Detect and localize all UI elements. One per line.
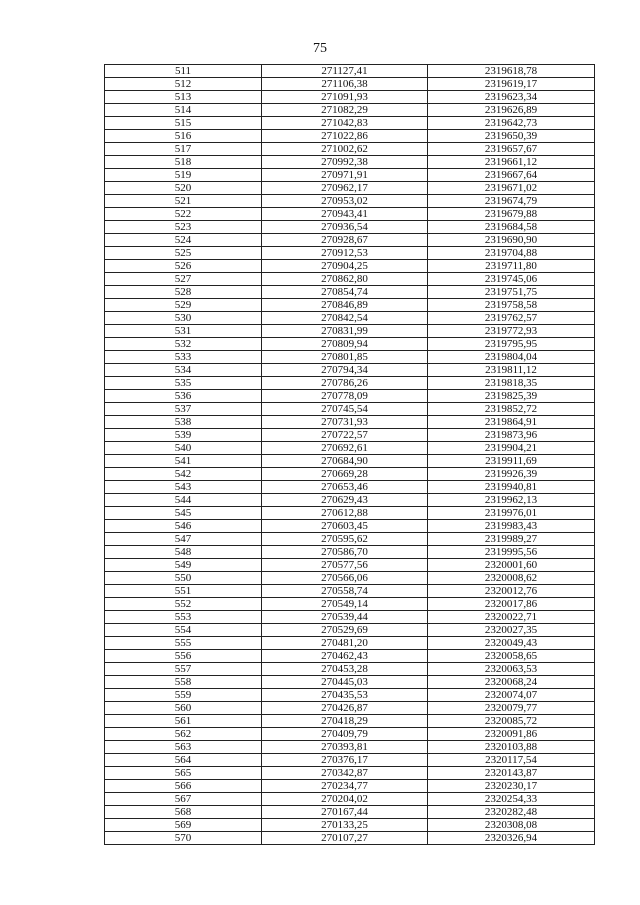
x-coordinate-cell: 270692,61 — [262, 442, 428, 455]
y-coordinate-cell: 2319904,21 — [428, 442, 595, 455]
table-row — [105, 338, 595, 351]
point-number-cell: 532 — [105, 338, 262, 351]
x-coordinate-cell: 270745,54 — [262, 403, 428, 416]
point-number-cell: 549 — [105, 559, 262, 572]
y-coordinate-cell: 2319650,39 — [428, 130, 595, 143]
x-coordinate-cell: 270854,74 — [262, 286, 428, 299]
y-coordinate-cell: 2319623,34 — [428, 91, 595, 104]
point-number-cell: 525 — [105, 247, 262, 260]
point-number-cell: 544 — [105, 494, 262, 507]
y-coordinate-cell: 2319873,96 — [428, 429, 595, 442]
point-number-cell: 546 — [105, 520, 262, 533]
table-row — [105, 143, 595, 156]
table-row — [105, 728, 595, 741]
point-number-cell: 539 — [105, 429, 262, 442]
point-number-cell: 541 — [105, 455, 262, 468]
y-coordinate-cell: 2320308,08 — [428, 819, 595, 832]
point-number-cell: 567 — [105, 793, 262, 806]
y-coordinate-cell: 2319864,91 — [428, 416, 595, 429]
y-coordinate-cell: 2319626,89 — [428, 104, 595, 117]
table-row — [105, 364, 595, 377]
x-coordinate-cell: 270786,26 — [262, 377, 428, 390]
x-coordinate-cell: 270936,54 — [262, 221, 428, 234]
y-coordinate-cell: 2320079,77 — [428, 702, 595, 715]
table-row — [105, 689, 595, 702]
table-row — [105, 611, 595, 624]
y-coordinate-cell: 2320001,60 — [428, 559, 595, 572]
y-coordinate-cell: 2320074,07 — [428, 689, 595, 702]
table-row — [105, 442, 595, 455]
table-row — [105, 234, 595, 247]
point-number-cell: 555 — [105, 637, 262, 650]
table-row — [105, 156, 595, 169]
point-number-cell: 538 — [105, 416, 262, 429]
y-coordinate-cell: 2319995,56 — [428, 546, 595, 559]
table-row — [105, 832, 595, 845]
y-coordinate-cell: 2319852,72 — [428, 403, 595, 416]
y-coordinate-cell: 2319811,12 — [428, 364, 595, 377]
x-coordinate-cell: 270426,87 — [262, 702, 428, 715]
table-row — [105, 169, 595, 182]
x-coordinate-cell: 270462,43 — [262, 650, 428, 663]
page-number: 75 — [313, 41, 327, 56]
y-coordinate-cell: 2319657,67 — [428, 143, 595, 156]
point-number-cell: 517 — [105, 143, 262, 156]
point-number-cell: 531 — [105, 325, 262, 338]
point-number-cell: 534 — [105, 364, 262, 377]
table-row — [105, 182, 595, 195]
point-number-cell: 513 — [105, 91, 262, 104]
table-row — [105, 221, 595, 234]
table-row — [105, 559, 595, 572]
y-coordinate-cell: 2319762,57 — [428, 312, 595, 325]
point-number-cell: 550 — [105, 572, 262, 585]
table-row — [105, 429, 595, 442]
point-number-cell: 543 — [105, 481, 262, 494]
x-coordinate-cell: 270801,85 — [262, 351, 428, 364]
y-coordinate-cell: 2319618,78 — [428, 65, 595, 78]
y-coordinate-cell: 2319642,73 — [428, 117, 595, 130]
point-number-cell: 514 — [105, 104, 262, 117]
x-coordinate-cell: 270539,44 — [262, 611, 428, 624]
x-coordinate-cell: 270928,67 — [262, 234, 428, 247]
point-number-cell: 545 — [105, 507, 262, 520]
table-row — [105, 650, 595, 663]
x-coordinate-cell: 270831,99 — [262, 325, 428, 338]
table-row — [105, 377, 595, 390]
x-coordinate-cell: 270912,53 — [262, 247, 428, 260]
x-coordinate-cell: 270418,29 — [262, 715, 428, 728]
y-coordinate-cell: 2320027,35 — [428, 624, 595, 637]
x-coordinate-cell: 270962,17 — [262, 182, 428, 195]
y-coordinate-cell: 2320058,65 — [428, 650, 595, 663]
x-coordinate-cell: 270393,81 — [262, 741, 428, 754]
point-number-cell: 529 — [105, 299, 262, 312]
table-row — [105, 416, 595, 429]
x-coordinate-cell: 270549,14 — [262, 598, 428, 611]
x-coordinate-cell: 270669,28 — [262, 468, 428, 481]
point-number-cell: 530 — [105, 312, 262, 325]
point-number-cell: 548 — [105, 546, 262, 559]
point-number-cell: 558 — [105, 676, 262, 689]
y-coordinate-cell: 2319983,43 — [428, 520, 595, 533]
point-number-cell: 536 — [105, 390, 262, 403]
x-coordinate-cell: 270167,44 — [262, 806, 428, 819]
point-number-cell: 554 — [105, 624, 262, 637]
table-row — [105, 130, 595, 143]
x-coordinate-cell: 270612,88 — [262, 507, 428, 520]
y-coordinate-cell: 2319745,06 — [428, 273, 595, 286]
y-coordinate-cell: 2320282,48 — [428, 806, 595, 819]
point-number-cell: 553 — [105, 611, 262, 624]
table-row — [105, 312, 595, 325]
table-row — [105, 325, 595, 338]
y-coordinate-cell: 2319976,01 — [428, 507, 595, 520]
y-coordinate-cell: 2320230,17 — [428, 780, 595, 793]
y-coordinate-cell: 2320008,62 — [428, 572, 595, 585]
table-row — [105, 91, 595, 104]
point-number-cell: 533 — [105, 351, 262, 364]
y-coordinate-cell: 2319818,35 — [428, 377, 595, 390]
point-number-cell: 520 — [105, 182, 262, 195]
table-row — [105, 494, 595, 507]
y-coordinate-cell: 2320085,72 — [428, 715, 595, 728]
x-coordinate-cell: 271106,38 — [262, 78, 428, 91]
point-number-cell: 551 — [105, 585, 262, 598]
coordinates-table-body — [105, 65, 595, 845]
point-number-cell: 522 — [105, 208, 262, 221]
point-number-cell: 557 — [105, 663, 262, 676]
point-number-cell: 535 — [105, 377, 262, 390]
table-row — [105, 65, 595, 78]
y-coordinate-cell: 2319989,27 — [428, 533, 595, 546]
point-number-cell: 556 — [105, 650, 262, 663]
x-coordinate-cell: 270971,91 — [262, 169, 428, 182]
x-coordinate-cell: 270409,79 — [262, 728, 428, 741]
x-coordinate-cell: 270453,28 — [262, 663, 428, 676]
table-row — [105, 780, 595, 793]
point-number-cell: 561 — [105, 715, 262, 728]
x-coordinate-cell: 270529,69 — [262, 624, 428, 637]
y-coordinate-cell: 2319671,02 — [428, 182, 595, 195]
table-row — [105, 546, 595, 559]
table-row — [105, 403, 595, 416]
point-number-cell: 565 — [105, 767, 262, 780]
table-row — [105, 247, 595, 260]
point-number-cell: 523 — [105, 221, 262, 234]
table-row — [105, 507, 595, 520]
y-coordinate-cell: 2320068,24 — [428, 676, 595, 689]
x-coordinate-cell: 271022,86 — [262, 130, 428, 143]
x-coordinate-cell: 270595,62 — [262, 533, 428, 546]
table-row — [105, 78, 595, 91]
y-coordinate-cell: 2319711,80 — [428, 260, 595, 273]
point-number-cell: 519 — [105, 169, 262, 182]
y-coordinate-cell: 2319751,75 — [428, 286, 595, 299]
point-number-cell: 518 — [105, 156, 262, 169]
y-coordinate-cell: 2320143,87 — [428, 767, 595, 780]
x-coordinate-cell: 271042,83 — [262, 117, 428, 130]
x-coordinate-cell: 270586,70 — [262, 546, 428, 559]
y-coordinate-cell: 2319804,04 — [428, 351, 595, 364]
table-row — [105, 676, 595, 689]
x-coordinate-cell: 270953,02 — [262, 195, 428, 208]
point-number-cell: 547 — [105, 533, 262, 546]
table-row — [105, 195, 595, 208]
y-coordinate-cell: 2320254,33 — [428, 793, 595, 806]
point-number-cell: 516 — [105, 130, 262, 143]
y-coordinate-cell: 2319962,13 — [428, 494, 595, 507]
table-row — [105, 637, 595, 650]
x-coordinate-cell: 271091,93 — [262, 91, 428, 104]
point-number-cell: 524 — [105, 234, 262, 247]
x-coordinate-cell: 270107,27 — [262, 832, 428, 845]
table-row — [105, 741, 595, 754]
x-coordinate-cell: 270435,53 — [262, 689, 428, 702]
table-row — [105, 390, 595, 403]
x-coordinate-cell: 270794,34 — [262, 364, 428, 377]
table-row — [105, 767, 595, 780]
table-row — [105, 260, 595, 273]
table-row — [105, 481, 595, 494]
table-row — [105, 663, 595, 676]
y-coordinate-cell: 2319772,93 — [428, 325, 595, 338]
point-number-cell: 568 — [105, 806, 262, 819]
table-row — [105, 117, 595, 130]
x-coordinate-cell: 270722,57 — [262, 429, 428, 442]
x-coordinate-cell: 270481,20 — [262, 637, 428, 650]
y-coordinate-cell: 2320012,76 — [428, 585, 595, 598]
x-coordinate-cell: 270558,74 — [262, 585, 428, 598]
x-coordinate-cell: 270842,54 — [262, 312, 428, 325]
y-coordinate-cell: 2319619,17 — [428, 78, 595, 91]
point-number-cell: 564 — [105, 754, 262, 767]
y-coordinate-cell: 2319704,88 — [428, 247, 595, 260]
x-coordinate-cell: 270629,43 — [262, 494, 428, 507]
point-number-cell: 559 — [105, 689, 262, 702]
y-coordinate-cell: 2319690,90 — [428, 234, 595, 247]
y-coordinate-cell: 2319758,58 — [428, 299, 595, 312]
table-row — [105, 819, 595, 832]
y-coordinate-cell: 2320091,86 — [428, 728, 595, 741]
x-coordinate-cell: 270376,17 — [262, 754, 428, 767]
y-coordinate-cell: 2319674,79 — [428, 195, 595, 208]
table-row — [105, 806, 595, 819]
y-coordinate-cell: 2319684,58 — [428, 221, 595, 234]
table-row — [105, 598, 595, 611]
y-coordinate-cell: 2319940,81 — [428, 481, 595, 494]
y-coordinate-cell: 2319679,88 — [428, 208, 595, 221]
x-coordinate-cell: 270234,77 — [262, 780, 428, 793]
x-coordinate-cell: 270684,90 — [262, 455, 428, 468]
x-coordinate-cell: 270603,45 — [262, 520, 428, 533]
x-coordinate-cell: 270904,25 — [262, 260, 428, 273]
point-number-cell: 569 — [105, 819, 262, 832]
table-row — [105, 533, 595, 546]
y-coordinate-cell: 2319911,69 — [428, 455, 595, 468]
table-row — [105, 715, 595, 728]
y-coordinate-cell: 2319926,39 — [428, 468, 595, 481]
point-number-cell: 552 — [105, 598, 262, 611]
y-coordinate-cell: 2320049,43 — [428, 637, 595, 650]
x-coordinate-cell: 270566,06 — [262, 572, 428, 585]
coordinates-table — [104, 64, 595, 845]
y-coordinate-cell: 2320103,88 — [428, 741, 595, 754]
x-coordinate-cell: 270445,03 — [262, 676, 428, 689]
x-coordinate-cell: 270133,25 — [262, 819, 428, 832]
table-row — [105, 468, 595, 481]
table-row — [105, 572, 595, 585]
table-row — [105, 286, 595, 299]
x-coordinate-cell: 271082,29 — [262, 104, 428, 117]
point-number-cell: 542 — [105, 468, 262, 481]
table-row — [105, 702, 595, 715]
x-coordinate-cell: 270204,02 — [262, 793, 428, 806]
x-coordinate-cell: 271002,62 — [262, 143, 428, 156]
y-coordinate-cell: 2320017,86 — [428, 598, 595, 611]
y-coordinate-cell: 2320063,53 — [428, 663, 595, 676]
point-number-cell: 526 — [105, 260, 262, 273]
point-number-cell: 560 — [105, 702, 262, 715]
point-number-cell: 521 — [105, 195, 262, 208]
x-coordinate-cell: 270342,87 — [262, 767, 428, 780]
point-number-cell: 540 — [105, 442, 262, 455]
point-number-cell: 566 — [105, 780, 262, 793]
point-number-cell: 512 — [105, 78, 262, 91]
x-coordinate-cell: 270809,94 — [262, 338, 428, 351]
x-coordinate-cell: 270862,80 — [262, 273, 428, 286]
table-row — [105, 455, 595, 468]
point-number-cell: 527 — [105, 273, 262, 286]
table-row — [105, 520, 595, 533]
x-coordinate-cell: 270846,89 — [262, 299, 428, 312]
point-number-cell: 528 — [105, 286, 262, 299]
y-coordinate-cell: 2320326,94 — [428, 832, 595, 845]
x-coordinate-cell: 270731,93 — [262, 416, 428, 429]
x-coordinate-cell: 270778,09 — [262, 390, 428, 403]
y-coordinate-cell: 2319825,39 — [428, 390, 595, 403]
point-number-cell: 563 — [105, 741, 262, 754]
y-coordinate-cell: 2319795,95 — [428, 338, 595, 351]
table-row — [105, 351, 595, 364]
point-number-cell: 570 — [105, 832, 262, 845]
table-row — [105, 793, 595, 806]
table-row — [105, 208, 595, 221]
table-row — [105, 624, 595, 637]
y-coordinate-cell: 2319661,12 — [428, 156, 595, 169]
point-number-cell: 537 — [105, 403, 262, 416]
point-number-cell: 562 — [105, 728, 262, 741]
table-row — [105, 754, 595, 767]
y-coordinate-cell: 2319667,64 — [428, 169, 595, 182]
x-coordinate-cell: 271127,41 — [262, 65, 428, 78]
table-row — [105, 299, 595, 312]
x-coordinate-cell: 270943,41 — [262, 208, 428, 221]
x-coordinate-cell: 270653,46 — [262, 481, 428, 494]
point-number-cell: 515 — [105, 117, 262, 130]
x-coordinate-cell: 270577,56 — [262, 559, 428, 572]
y-coordinate-cell: 2320022,71 — [428, 611, 595, 624]
table-row — [105, 104, 595, 117]
table-row — [105, 585, 595, 598]
y-coordinate-cell: 2320117,54 — [428, 754, 595, 767]
table-row — [105, 273, 595, 286]
x-coordinate-cell: 270992,38 — [262, 156, 428, 169]
point-number-cell: 511 — [105, 65, 262, 78]
